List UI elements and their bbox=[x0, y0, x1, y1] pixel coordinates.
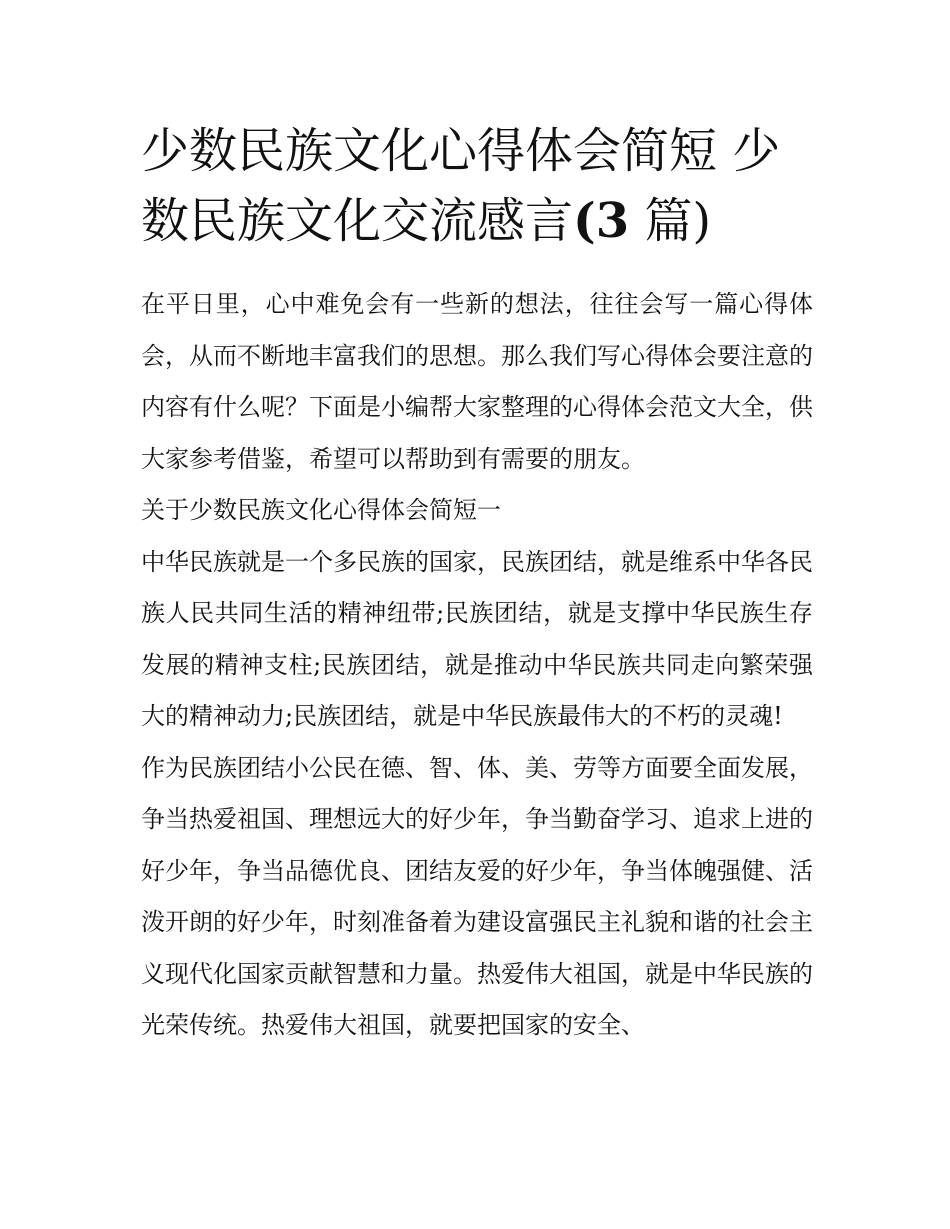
intro-paragraph: 在平日里，心中难免会有一些新的想法，往往会写一篇心得体会，从而不断地丰富我们的思想。那么我们写心得体会要注意的内容有什么呢？下面是小编帮大家整理的心得体会范文大全，供大家参考借鉴，希望可以帮助到有需要的朋友。 bbox=[141, 290, 813, 473]
document-body bbox=[141, 116, 813, 1052]
title-suffix: 篇) bbox=[629, 193, 712, 249]
title-text: 少数民族文化心得体会简短 少数民族文化交流感言 bbox=[141, 123, 781, 249]
body-paragraph-2: 作为民族团结小公民在德、智、体、美、劳等方面要全面发展，争当热爱祖国、理想远大的好少年，争当勤奋学习、追求上进的好少年，争当品德优良、团结友爱的好少年，争当体魄强健、活泼开朗的好少年，时刻准备着为建设富强民主礼貌和谐的社会主义现代化国家贡献智慧和力量。热爱伟大祖国，就是中华民族的光荣传统。热爱伟大祖国，就要把国家的安全、 bbox=[141, 753, 813, 1039]
section-heading: 关于少数民族文化心得体会简短一 bbox=[141, 496, 501, 524]
title-count: (3 bbox=[573, 193, 630, 249]
body-paragraph-1: 中华民族就是一个多民族的国家，民族团结，就是维系中华各民族人民共同生活的精神纽带;民族团结，就是支撑中华民族生存发展的精神支柱;民族团结，就是推动中华民族共同走向繁荣强大的精神动力;民族团结，就是中华民族最伟大的不朽的灵魂! bbox=[141, 547, 813, 730]
document-title bbox=[141, 116, 813, 256]
